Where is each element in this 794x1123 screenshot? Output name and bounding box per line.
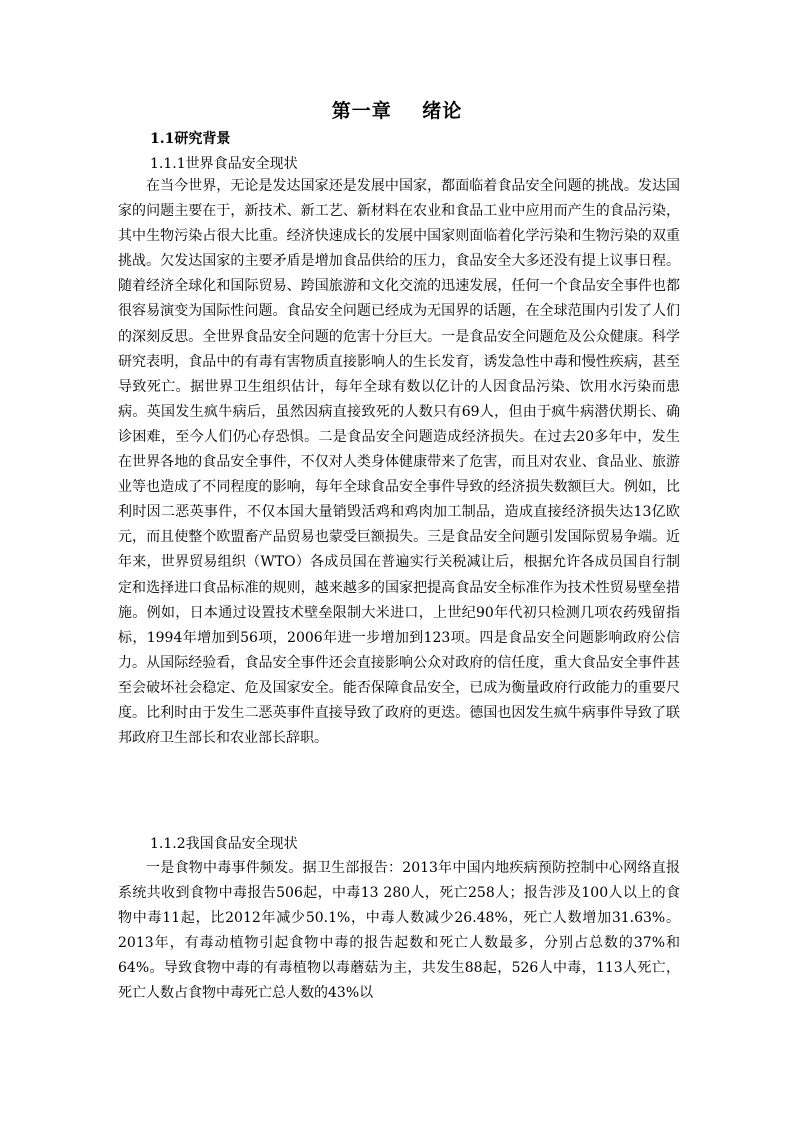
subsection-heading-world: 1.1.1世界食品安全现状	[150, 156, 298, 172]
paragraph-world-food-safety	[118, 174, 680, 751]
subsection-heading-china: 1.1.2我国食品安全现状	[150, 836, 298, 852]
paragraph-china-food-safety	[118, 856, 680, 1007]
chapter-title: 第一章 绪论	[331, 100, 463, 122]
body-paragraph: 一是食物中毒事件频发。据卫生部报告：2013年中国内地疾病预防控制中心网络直报系统共收到食物中毒报告506起，中毒13 280人，死亡258人；报告涉及100人以上的食物中毒11起，比2012年减少50.1%，中毒人数减少26.48%，死亡人数增加31.63%。2013年，有毒动植物引起食物中毒的报告起数和死亡人数最多，分别占总数的37%和64%。导致食物中毒的有毒植物以毒蘑菇为主，共发生88起，526人中毒，113人死亡，死亡人数占食物中毒死亡总人数的43%以	[118, 860, 680, 1002]
section-heading: 1.1研究背景	[150, 131, 231, 147]
body-paragraph: 在当今世界，无论是发达国家还是发展中国家，都面临着食品安全问题的挑战。发达国家的问题主要在于，新技术、新工艺、新材料在农业和食品工业中应用而产生的食品污染，其中生物污染占很大比重。经济快速成长的发展中国家则面临着化学污染和生物污染的双重挑战。欠发达国家的主要矛盾是增加食品供给的压力，食品安全大多还没有提上议事日程。随着经济全球化和国际贸易、跨国旅游和文化交流的迅速发展，任何一个食品安全事件也都很容易演变为国际性问题。食品安全问题已经成为无国界的话题，在全球范围内引发了人们的深刻反思。全世界食品安全问题的危害十分巨大。一是食品安全问题危及公众健康。科学研究表明，食品中的有毒有害物质直接影响人的生长发育，诱发急性中毒和慢性疾病，甚至导致死亡。据世界卫生组织估计，每年全球有数以亿计的人因食品污染、饮用水污染而患病。英国发生疯牛病后，虽然因病直接致死的人数只有69人，但由于疯牛病潜伏期长、确诊困难，至今人们仍心存恐惧。二是食品安全问题造成经济损失。在过去20多年中，发生在世界各地的食品安全事件，不仅对人类身体健康带来了危害，而且对农业、食品业、旅游业等也造成了不同程度的影响，每年全球食品安全事件导致的经济损失数额巨大。例如，比利时因二恶英事件，不仅本国大量销毁活鸡和鸡肉加工制品，造成直接经济损失达13亿欧元，而且使整个欧盟畜产品贸易也蒙受巨额损失。三是食品安全问题引发国际贸易争端。近年来，世界贸易组织（WTO）各成员国在普遍实行关税减让后，根据允许各成员国自行制定和选择进口食品标准的规则，越来越多的国家把提高食品安全标准作为技术性贸易壁垒措施。例如，日本通过设置技术壁垒限制大米进口，上世纪90年代初只检测几项农药残留指标，1994年增加到56项，2006年进一步增加到123项。四是食品安全问题影响政府公信力。从国际经验看，食品安全事件还会直接影响公众对政府的信任度，重大食品安全事件甚至会破坏社会稳定、危及国家安全。能否保障食品安全，已成为衡量政府行政能力的重要尺度。比利时由于发生二恶英事件直接导致了政府的更迭。德国也因发生疯牛病事件导致了联邦政府卫生部长和农业部长辞职。	[118, 178, 680, 747]
